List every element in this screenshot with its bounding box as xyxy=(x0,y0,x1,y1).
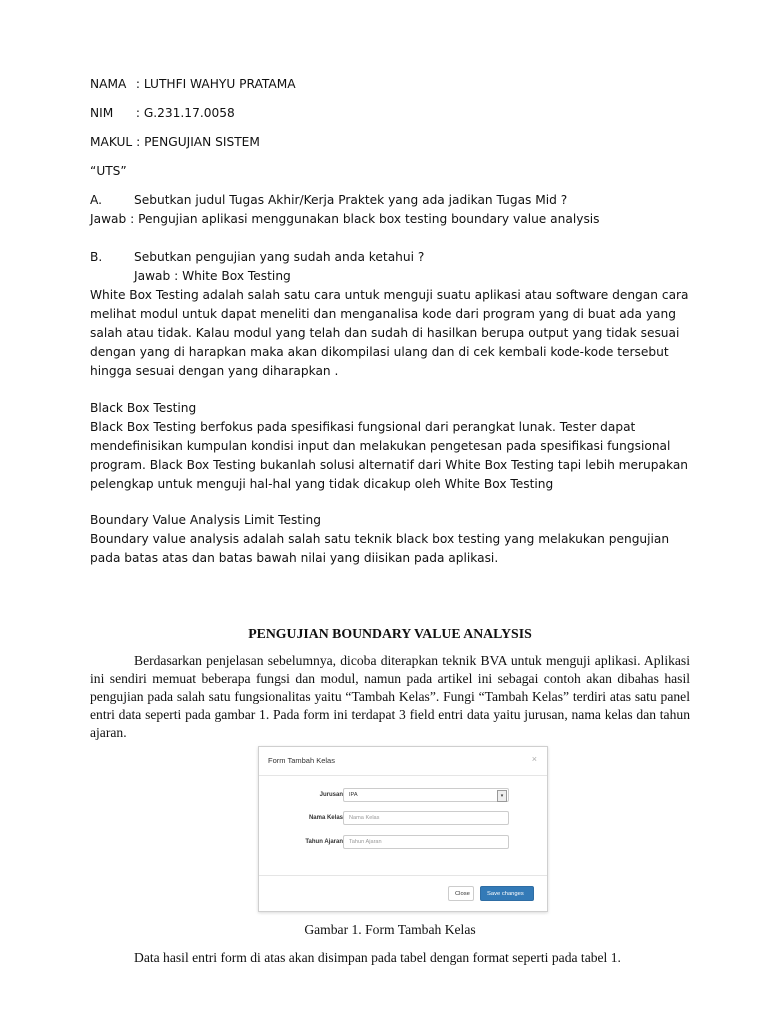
answer-b: Jawab : White Box Testing xyxy=(134,269,291,283)
question-a xyxy=(90,191,567,210)
question-a-text: Sebutkan judul Tugas Akhir/Kerja Praktek yang ada jadikan Tugas Mid ? xyxy=(134,193,568,207)
chevron-down-icon: ▾ xyxy=(497,790,507,802)
article-paragraph: Berdasarkan penjelasan sebelumnya, dicoba diterapkan teknik BVA untuk menguji aplikasi. Aplikasi ini sendiri memuat beberapa fungsi dan modul, namun pada artikel ini sebagai contoh akan dibahas hasil pengujian pada salah satu fungsionalitas yaitu “Tambah Kelas”. Fungi “Tambah Kelas” terdiri atas satu panel entri data seperti pada gambar 1. Pada form ini terdapat 3 field entri data yaitu jurusan, nama kelas dan tahun ajaran. xyxy=(90,653,690,740)
form-header xyxy=(259,747,547,776)
bva-paragraph: Boundary value analysis adalah salah satu teknik black box testing yang melakukan pengujian pada batas atas dan batas bawah nilai yang diisikan pada aplikasi. xyxy=(90,532,670,565)
jurusan-select[interactable] xyxy=(343,788,509,802)
form-footer xyxy=(259,875,547,912)
answer-a: Jawab : Pengujian aplikasi menggunakan black box testing boundary value analysis xyxy=(90,212,600,226)
question-b-marker: B. xyxy=(90,250,103,264)
tahun-ajaran-input[interactable]: Tahun Ajaran xyxy=(343,835,509,849)
closing-paragraph: Data hasil entri form di atas akan disimpan pada tabel dengan format seperti pada tabel 1. xyxy=(134,950,621,965)
bva-heading: Boundary Value Analysis Limit Testing xyxy=(90,513,321,527)
question-b-text: Sebutkan pengujian yang sudah anda ketahui ? xyxy=(134,250,425,264)
article-title: PENGUJIAN BOUNDARY VALUE ANALYSIS xyxy=(248,626,532,641)
tahun-ajaran-row xyxy=(259,835,547,851)
nama-kelas-input[interactable]: Nama Kelas xyxy=(343,811,509,825)
close-button[interactable]: Close xyxy=(448,886,474,901)
nama-kelas-label: Nama Kelas xyxy=(308,815,343,821)
exam-label: “UTS” xyxy=(90,164,127,178)
question-b xyxy=(90,248,424,267)
course-row: MAKUL : PENGUJIAN SISTEM xyxy=(90,135,260,149)
name-key: NAMA xyxy=(90,77,127,91)
black-box-heading: Black Box Testing xyxy=(90,401,197,415)
jurusan-selected-value: IPA xyxy=(349,792,358,798)
form-tambah-kelas-figure xyxy=(258,746,548,912)
jurusan-row xyxy=(259,788,547,804)
white-box-paragraph: White Box Testing adalah salah satu cara untuk menguji suatu aplikasi atau software dengan cara melihat modul untuk dapat meneliti dan menganalisa kode dari program yang di buat ada yang salah atau tidak. Kalau modul yang telah dan sudah di hasilkan berupa output yang tidak sesuai dengan yang di harapkan maka akan dikompilasi ulang dan di cek kembali kode-kode tersebut hingga sesuai dengan yang diharapkan . xyxy=(90,288,689,378)
black-box-paragraph: Black Box Testing berfokus pada spesifikasi fungsional dari perangkat lunak. Tester dapat mendefinisikan kumpulan kondisi input dan melakukan pengetesan pada spesifikasi fungsional program. Black Box Testing bukanlah solusi alternatif dari White Box Testing tapi lebih merupakan pelengkap untuk menguji hal-hal yang tidak dicakup oleh White Box Testing xyxy=(90,420,689,491)
tahun-ajaran-label: Tahun Ajaran xyxy=(305,839,343,845)
question-a-marker: A. xyxy=(90,193,102,207)
jurusan-label: Jurusan xyxy=(319,792,343,798)
nama-kelas-row xyxy=(259,811,547,827)
form-title: Form Tambah Kelas xyxy=(268,756,335,765)
name-value: : LUTHFI WAHYU PRATAMA xyxy=(135,77,296,91)
student-name-row xyxy=(90,75,296,94)
figure-caption: Gambar 1. Form Tambah Kelas xyxy=(304,922,476,937)
student-nim-row xyxy=(90,104,235,123)
save-changes-button[interactable]: Save changes xyxy=(480,886,534,901)
nim-key: NIM xyxy=(90,106,114,120)
close-icon[interactable]: × xyxy=(531,754,537,764)
nim-value: : G.231.17.0058 xyxy=(135,106,235,120)
